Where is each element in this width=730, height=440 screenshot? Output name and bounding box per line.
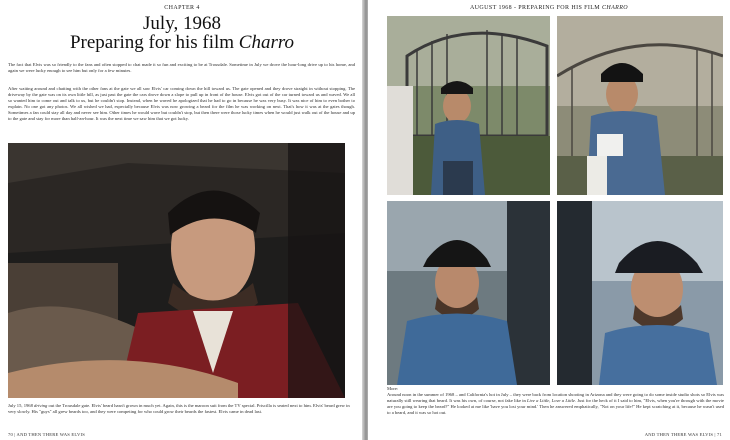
closeup-photo-2 [557,201,723,385]
more-label: More: [387,386,399,391]
title-line-1: July, 1968 [143,13,221,34]
title-line-2-prefix: Preparing for his film [69,32,239,53]
car-photo [8,143,345,398]
caption-date: July 15, 1968 [8,403,35,408]
body-paragraph-1 [8,62,355,78]
paragraph-1-text: The fact that Elvis was so friendly to the fans and often stopped to chat made it so fun and exciting to be at Trousdale. Sometime in July we drove the hour-long drive up to his home, and again we were lucky enough to see him but only for a few minutes. [8,62,355,74]
photo-caption [8,403,355,415]
running-head-left: CHAPTER 4 [164,5,200,11]
folio-left: 70 | AND THEN THERE WAS ELVIS [8,432,85,437]
chapter-title [0,14,364,52]
closeup-photo-1 [387,201,550,385]
running-head-right-prefix: AUGUST 1968 - PREPARING FOR HIS FILM [469,5,602,11]
caption-italic: driving [34,403,48,408]
more-film-title: Live a Little, Love a Little [526,398,576,404]
right-page [368,0,730,440]
more-text-1: Around noon in the summer of 1968 – and California's hot in July – they were back from location shooting in Arizona and they were going to do some inside studio shots so Elvis was naturally still wearing that beard. It was his own, of course, not fake like in [387,392,724,404]
running-head-right [368,5,730,11]
more-section [387,386,724,416]
more-text-2: . Just for the heck of it I said to him, "Elvis, when you're through with the movie are you going to keep the beard?" He looked at me like 'have you lost your mind.' Then he answered emphatically, "Not on your life!" He kept scratching at it, because he wasn't used to a beard, and it was so hot out. [387,398,724,416]
gate-photo-1 [387,16,550,195]
folio-right: AND THEN THERE WAS ELVIS | 71 [644,432,722,437]
title-film-name: Charro [238,32,295,53]
running-head-film: CHARRO [601,5,629,11]
body-paragraph-2 [8,86,355,127]
paragraph-2-text: After waiting around and chatting with the other fans at the gate we all saw Elvis' car coming down the hill toward us. The gate opened and they drove straight in without stopping. The driveway by the gate was on its own little hill, as just past the gate the cars drove down a slope to pull up in front of the house. Elvis got out of the car turned toward us and waved. We all so wanted him to come out and talk to us, but he couldn't stop. Instead, when he waved he apologized that he had to go in because he was very busy. It was nice of him to even bother to explain. No one got any photos. We all wished we had, especially because Elvis was now growing a beard for the film he was working on next. That's how it was at the gates though. Sometimes a fan could stay all day and never see him. Other times he would wave but couldn't stop, but then there were those lucky times when he would just walk out of the house and up to the gate and stay for more than half-an-hour. It was the next time we saw him that we got lucky. [8,86,355,122]
gate-photo-2 [557,16,723,195]
caption-text: out the Trousdale gate. Elvis' beard hasn't grown in much yet. Again, this is the maroon suit from the TV special. Priscilla is seated next to him. Elvis' beard grew in very slowly. His "guys" all grew beards too, and they were competing for who could grow their beards the fastest. Elvis came in dead last. [8,403,350,415]
left-page [0,0,364,440]
title-line-2 [0,33,364,52]
